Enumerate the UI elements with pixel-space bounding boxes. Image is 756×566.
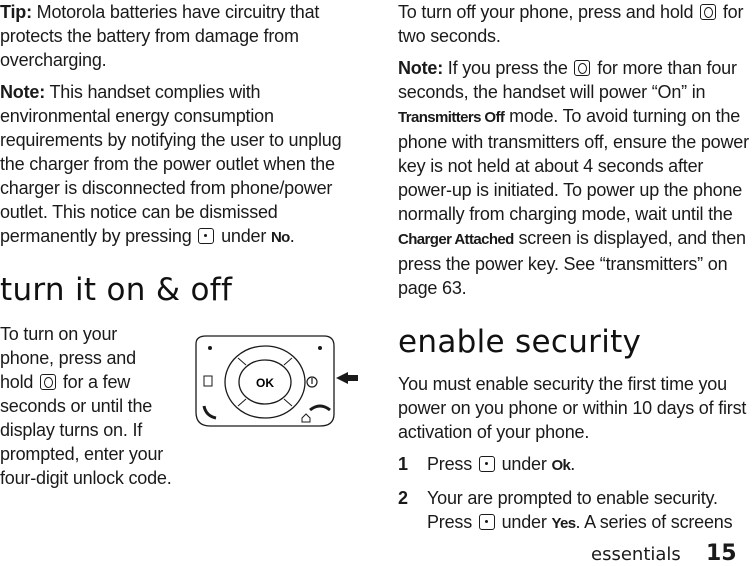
tip-paragraph [0,0,352,72]
display-label-no: No [270,229,290,246]
pointer-arrow-icon [336,372,358,384]
step-text-pre: Press [427,454,477,474]
note-paragraph [0,80,352,250]
note-text: This handset complies with environmental energy consumption requirements by notifying the user to unplug the charger from the power outlet when the charger is disconnected from phone/power outlet. This notice can be dismissed permanently by pressing [0,82,342,246]
note-end-text: . [289,226,295,246]
step-number: 1 [398,454,408,474]
step-text-mid: under [496,512,552,532]
step-text [427,452,754,478]
heading-enable-security: enable security [398,324,642,360]
turn-off-text-1: To turn off your phone, press and hold [398,2,699,22]
right-column [398,0,754,544]
display-label-ok: Ok [551,457,571,474]
turn-off-text-2: for two seconds. [398,2,744,46]
note-lead: Note: [0,82,45,102]
soft-key-icon [479,514,495,530]
turn-off-paragraph [398,0,754,48]
tip-text: Motorola batteries have circuitry that protects the battery from damage from overcharging. [0,2,320,70]
power-note-text-4: screen is displayed, and then press the power key. See “transmitters” on page 63. [398,228,746,298]
power-note-text-1: If you press the [443,58,573,78]
tip-lead: Tip: [0,2,32,22]
step-text-mid: under [496,454,552,474]
send-key-icon [204,406,216,418]
soft-key-icon [198,228,214,244]
ok-key-label: OK [256,376,274,390]
power-key-icon [700,4,716,20]
page-number: 15 [706,541,737,566]
display-label-charger-attached: Charger Attached [398,231,514,248]
step-item [398,452,754,478]
security-intro: You must enable security the first time you power on you phone or within 10 days of first activation of your phone. [398,374,747,442]
end-key-icon [310,406,330,410]
turn-on-text-1: To turn on your phone, press and hold [0,324,136,392]
turn-on-paragraph [0,322,172,490]
display-label-transmitters-off: Transmitters Off [398,109,505,126]
turn-on-text-2: for a few seconds or until the display turns on. If prompted, enter your four-digit unlock code. [0,372,172,488]
power-key-icon [574,60,590,76]
soft-key-icon [479,456,495,472]
power-key-icon [40,374,56,390]
step-text-pre: Your are prompted to enable security. Press [427,488,718,532]
step-text [427,486,754,536]
home-icon [302,414,310,422]
power-note-text-3: mode. To avoid turning on the phone with transmitters off, ensure the power key is not held at about 4 seconds after power-up is initiated. To power up the phone normally from charging mode, wait until the [398,106,749,224]
power-note-lead: Note: [398,58,443,78]
step-text-post: . A series of screens [575,512,733,532]
step-text-post: . [570,454,576,474]
step-item [398,486,754,536]
display-label-yes: Yes [551,515,576,532]
step-number: 2 [398,488,408,508]
footer-section-label: essentials [591,544,681,565]
heading-turn-on-off: turn it on & off [0,272,233,308]
power-note-paragraph [398,56,754,300]
power-note-text-2: for more than four seconds, the handset will power “On” in [398,58,737,102]
note-under-text: under [216,226,271,246]
phone-keypad-illustration [190,332,358,432]
